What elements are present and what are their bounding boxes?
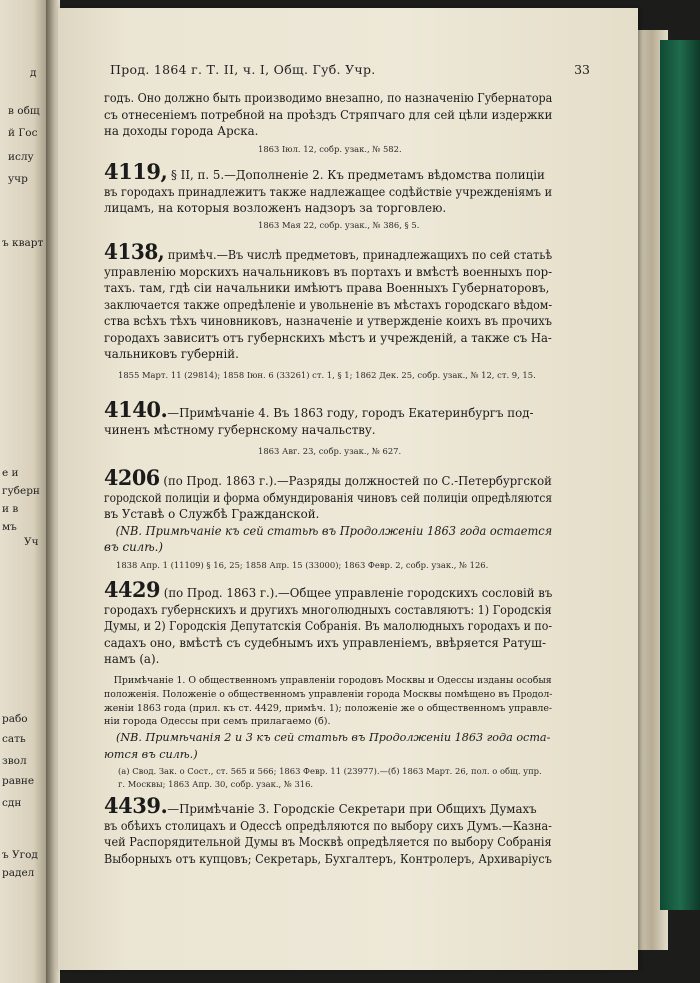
text-line: чальниковъ губерній. xyxy=(104,347,239,361)
left-page-fragment: радел xyxy=(2,867,35,879)
text-line: заключается также опредѣленіе и увольненіе въ мѣстахъ городскаго вѣдом- xyxy=(104,297,553,312)
text-line: на доходы города Арска. xyxy=(104,124,259,138)
article-4119 xyxy=(104,159,553,217)
text-line: ства всѣхъ тѣхъ чиновниковъ, назначеніе и утвержденіе коихъ въ прочихъ xyxy=(104,314,552,328)
text-line: садахъ оно, вмѣстѣ съ судебнымъ ихъ управленіемъ, ввѣряется Ратуш- xyxy=(104,635,546,650)
left-page-fragment: сдн xyxy=(2,797,22,809)
left-page-fragment: мъ xyxy=(2,521,17,533)
text-line: въ Уставѣ о Службѣ Гражданской. xyxy=(104,507,320,521)
text-line: тахъ. там, гдѣ сіи начальники имѣютъ права Военныхъ Губернаторовъ, xyxy=(104,281,550,295)
text-line: примѣч.—Въ числѣ предметовъ, принадлежащихъ по сей статьѣ xyxy=(164,248,553,262)
article-note xyxy=(104,674,553,729)
article-number: 4439. xyxy=(104,793,168,818)
left-page-fragment: равне xyxy=(2,775,35,787)
text-line: (по Прод. 1863 г.).—Общее управленіе городскихъ сословій въ xyxy=(160,586,553,600)
article-continuation xyxy=(104,90,553,140)
citation: (а) Свод. Зак. о Сост., ст. 565 и 566; 1863 Февр. 11 (23977).—(б) 1863 Март. 26, пол. о общ. упр. xyxy=(118,766,542,776)
article-4206 xyxy=(104,465,553,556)
article-4439 xyxy=(104,793,552,867)
text-line: чиненъ мѣстному губернскому начальству. xyxy=(104,422,376,437)
page-number: 33 xyxy=(574,62,590,77)
article-number: 4119, xyxy=(104,159,168,184)
text-line: съ отнесеніемъ потребной на проѣздъ Стряпчаго для сей цѣли издержки xyxy=(104,107,553,122)
text-line: —Примѣчаніе 3. Городскіе Секретари при Общихъ Думахъ xyxy=(167,802,537,816)
text-line: Думы, и 2) Городскія Депутатскія Собранія. Въ малолюдныхъ городахъ и по- xyxy=(104,619,553,633)
left-page-fragment: ъ кварт xyxy=(2,237,44,249)
left-page-fragment: е и xyxy=(2,467,19,479)
left-page-fragment: ъ Угод xyxy=(2,849,38,861)
article-4138 xyxy=(104,239,553,363)
header-title: Прод. 1864 г. Т. II, ч. I, Общ. Губ. Учр. xyxy=(110,62,376,77)
nb-line: въ силѣ.) xyxy=(104,540,163,554)
note-line: Примѣчаніе 1. О общественномъ управленіи городовъ Москвы и Одессы изданы особыя xyxy=(113,675,552,686)
text-line: (по Прод. 1863 г.).—Разряды должностей по С.-Петербургской xyxy=(159,474,552,488)
citation: 1855 Март. 11 (29814); 1858 Іюн. 6 (33261) ст. 1, § 1; 1862 Дек. 25, собр. узак., № 12, ст. 9, 15. xyxy=(118,370,536,380)
left-page-fragment: губерн xyxy=(2,485,40,497)
note-line: женіи 1863 года (прил. къ ст. 4429, примѣч. 1); положеніе же о общественномъ управле- xyxy=(104,702,553,714)
note-line: положенія. Положеніе о общественномъ управленіи города Москвы помѣщено въ Продол- xyxy=(104,688,553,700)
text-line: городахъ зависитъ отъ губернскихъ мѣстъ и учрежденій, а также съ На- xyxy=(104,330,552,345)
text-line: въ обѣихъ столицахъ и Одессѣ опредѣляются по выбору сихъ Думъ.—Казна- xyxy=(104,818,552,833)
text-line: годъ. Оно должно быть производимо внезапно, по назначенію Губернатора xyxy=(104,91,553,105)
left-page-fragment: ислу xyxy=(8,151,34,163)
article-number: 4206 xyxy=(104,465,160,490)
left-page-fragment: рабо xyxy=(2,713,28,725)
nb-line: (NB. Примѣчаніе къ сей статьѣ въ Продолженіи 1863 года остается xyxy=(115,523,553,538)
article-number: 4138, xyxy=(104,239,165,264)
citation: г. Москвы; 1863 Апр. 30, собр. узак., № 316. xyxy=(118,779,314,789)
book-page xyxy=(58,8,638,970)
nb-block xyxy=(104,730,551,763)
citation: 1838 Апр. 1 (11109) § 16, 25; 1858 Апр. 15 (33000); 1863 Февр. 2, собр. узак., № 126. xyxy=(116,560,489,570)
article-number: 4140. xyxy=(104,397,168,422)
left-page-fragment: в общ xyxy=(8,105,40,117)
text-line: чей Распорядительной Думы въ Москвѣ опредѣляется по выбору Собранія xyxy=(104,835,552,849)
left-page-fragment: и в xyxy=(2,503,19,515)
left-page-fragment: звол xyxy=(2,755,27,767)
left-page-fragment: й Гос xyxy=(8,127,38,139)
left-page-fragment: Уч xyxy=(24,536,39,548)
left-page-edge xyxy=(0,0,48,983)
text-line: —Примѣчаніе 4. Въ 1863 году, городъ Екатеринбургъ под- xyxy=(167,406,534,420)
note-line: ніи города Одессы при семъ прилагаемо (б). xyxy=(104,716,331,728)
text-line: лицамъ, на которыя возложенъ надзоръ за торговлею. xyxy=(104,201,447,215)
left-page-fragment: учр xyxy=(8,173,28,185)
left-page-fragment: сать xyxy=(2,733,26,745)
text-line: управленію морскихъ начальниковъ въ портахъ и вмѣстѣ военныхъ пор- xyxy=(104,264,553,279)
citation: 1863 Мая 22, собр. узак., № 386, § 5. xyxy=(258,220,420,230)
article-number: 4429 xyxy=(104,577,161,602)
article-4140 xyxy=(104,397,544,438)
text-line: городахъ губернскихъ и другихъ многолюдныхъ составляютъ: 1) Городскія xyxy=(104,602,552,617)
left-page-fragment: д xyxy=(30,67,37,79)
article-4429 xyxy=(104,577,553,668)
citation: 1863 Авг. 23, собр. узак., № 627. xyxy=(258,446,402,456)
nb-line: (NB. Примѣчанія 2 и 3 къ сей статьѣ въ Продолженіи 1863 года оста- xyxy=(116,731,551,744)
text-line: намъ (а). xyxy=(104,652,160,666)
text-line: въ городахъ принадлежитъ также надлежащее содѣйствіе учрежденіямъ и xyxy=(104,184,553,199)
text-line: Выборныхъ отъ купцовъ; Секретарь, Бухгалтеръ, Контролеръ, Архиваріусъ xyxy=(104,851,552,866)
nb-line: ются въ силѣ.) xyxy=(104,747,198,761)
book-cover xyxy=(660,40,700,910)
citation: 1863 Іюл. 12, собр. узак., № 582. xyxy=(258,144,402,154)
text-line: городской полиціи и форма обмундированія чиновъ сей полиціи опредѣляются xyxy=(104,490,553,505)
text-line: § II, п. 5.—Дополненіе 2. Къ предметамъ вѣдомства полиціи xyxy=(167,168,545,182)
